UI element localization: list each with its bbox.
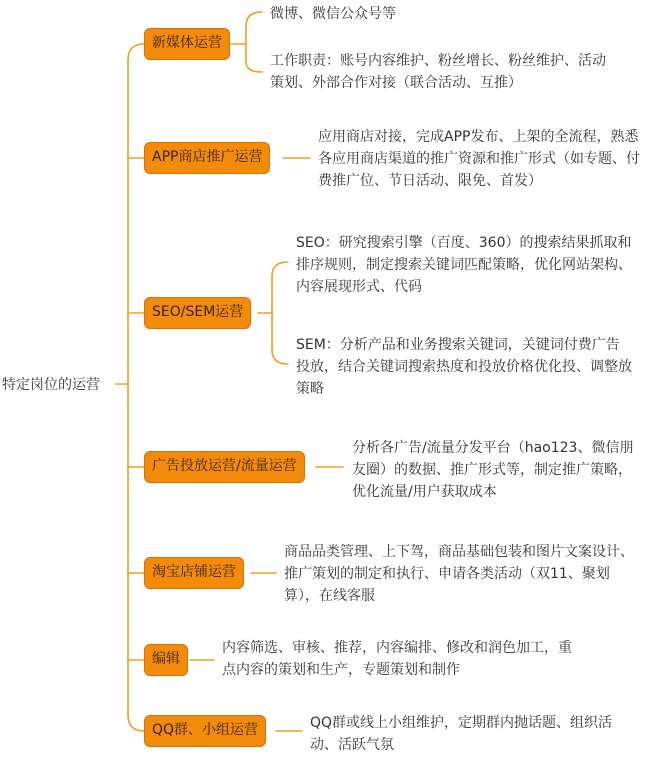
detail-qq-group: QQ群或线上小组维护，定期群内抛话题、组织活动、活跃气氛 (310, 715, 613, 753)
branch-editor[interactable]: 编辑 (144, 644, 188, 676)
detail-new-media-duties: 工作职责：账号内容维护、粉丝增长、粉丝维护、活动策划、外部合作对接（联合活动、互推） (270, 53, 606, 91)
detail-app-store: 应用商店对接，完成APP发布、上架的全流程，熟悉各应用商店渠道的推广资源和推广形式（如专题、付费推广位、节日活动、限免、首发） (318, 129, 640, 189)
branch-qq-group[interactable]: QQ群、小组运营 (144, 715, 266, 747)
branch-ad-traffic[interactable]: 广告投放运营/流量运营 (144, 451, 305, 483)
detail-new-media-platforms: 微博、微信公众号等 (270, 6, 396, 22)
detail-sem: SEM：分析产品和业务搜索关键词，关键词付费广告投放，结合关键词搜索热度和投放价格优化投、调整放策略 (296, 337, 632, 397)
branch-new-media[interactable]: 新媒体运营 (144, 28, 230, 60)
detail-seo: SEO：研究搜索引擎（百度、360）的搜索结果抓取和排序规则，制定搜索关键词匹配策略，优化网站架构、内容展现形式、代码 (296, 235, 632, 295)
branch-seo-sem[interactable]: SEO/SEM运营 (144, 297, 251, 329)
detail-taobao: 商品品类管理、上下驾，商品基础包装和图片文案设计、推广策划的制定和执行、申请各类活动（双11、聚划算），在线客服 (284, 544, 634, 604)
branch-app-store[interactable]: APP商店推广运营 (144, 142, 270, 174)
detail-ad-traffic: 分析各广告/流量分发平台（hao123、微信朋友圈）的数据、推广形式等，制定推广策略，优化流量/用户获取成本 (352, 440, 634, 500)
detail-editor: 内容筛选、审核、推荐，内容编排、修改和润色加工，重点内容的策划和生产，专题策划和制作 (222, 640, 572, 678)
root-topic: 特定岗位的运营 (2, 377, 100, 393)
branch-taobao[interactable]: 淘宝店铺运营 (144, 557, 244, 589)
